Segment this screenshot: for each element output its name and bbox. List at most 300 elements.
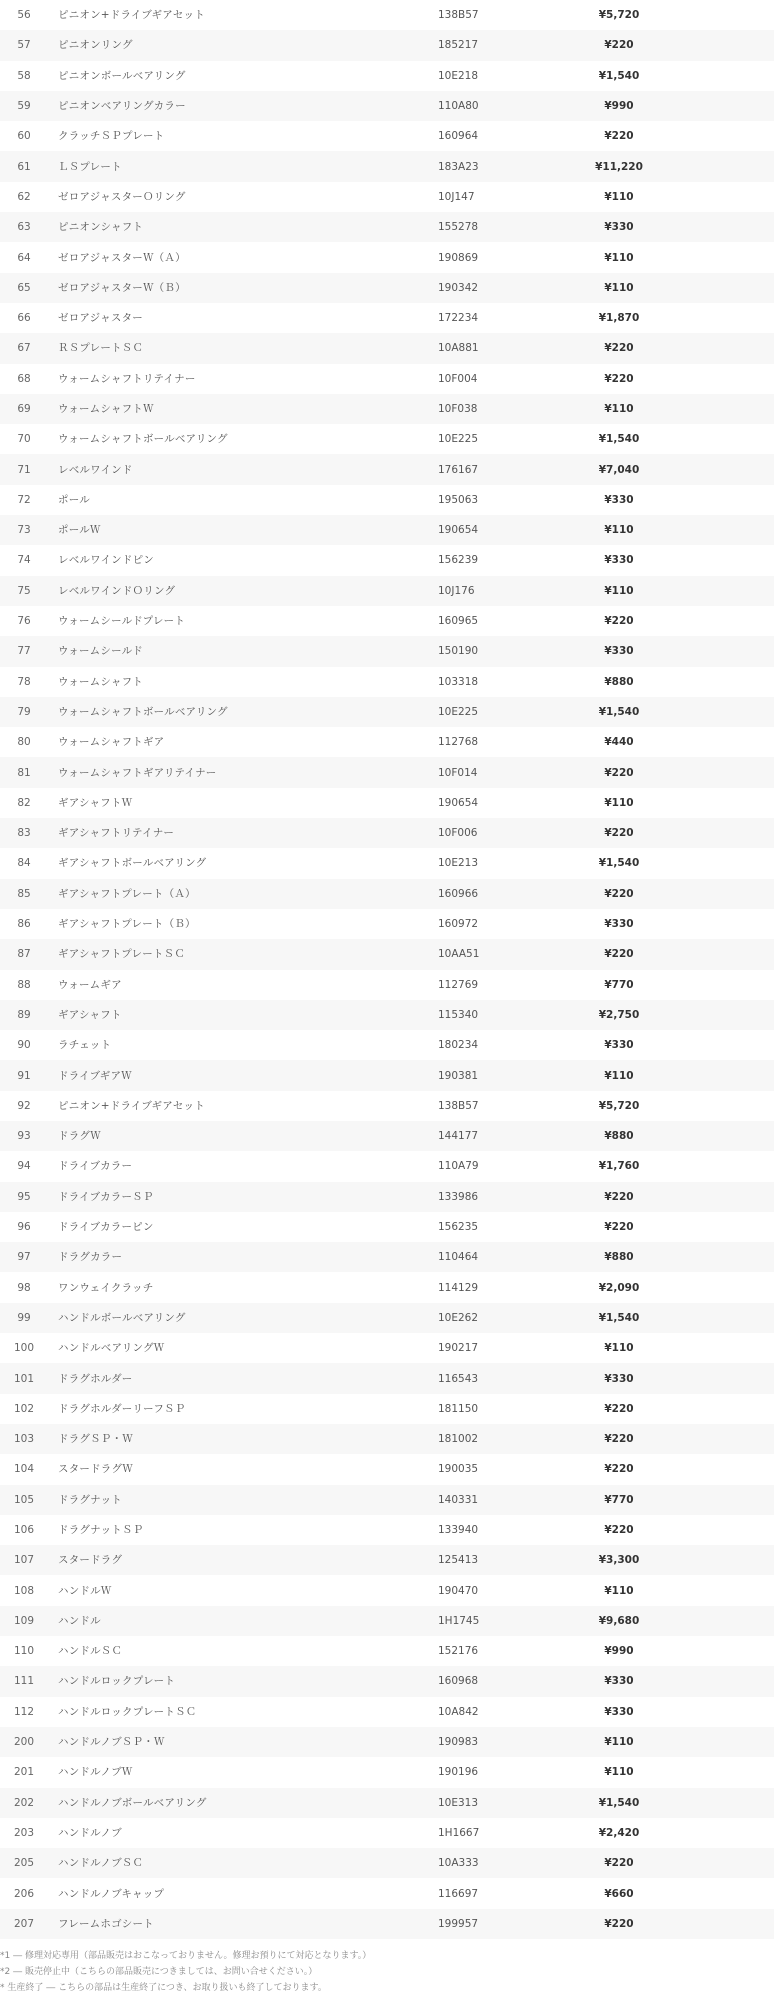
part-code: 144177 [438, 1130, 479, 1143]
spacer-cell [665, 1121, 774, 1151]
part-price: ¥110 [604, 1342, 634, 1355]
spacer-cell [665, 1151, 774, 1181]
part-code: 10E225 [438, 705, 479, 718]
part-name: ギアシャフトプレート（Ｂ） [58, 918, 196, 931]
part-name: ハンドルノブＳＣ [58, 1857, 144, 1870]
part-price: ¥880 [604, 1251, 634, 1264]
part-number: 61 [17, 160, 31, 173]
part-number: 205 [13, 1857, 35, 1870]
table-row [0, 394, 774, 424]
table-row [0, 1485, 774, 1515]
part-number: 111 [13, 1675, 35, 1688]
part-number: 62 [17, 190, 31, 203]
part-number: 103 [13, 1433, 35, 1446]
part-name: ハンドルＳＣ [58, 1645, 123, 1658]
part-number: 206 [13, 1887, 35, 1900]
part-code: 160968 [438, 1675, 479, 1688]
part-code: 10E225 [438, 433, 479, 446]
part-number: 83 [17, 827, 31, 840]
spacer-cell [665, 61, 774, 91]
part-code: 110A79 [438, 1160, 479, 1173]
part-price: ¥5,720 [598, 1099, 640, 1112]
part-name: レベルワインドＯリング [58, 584, 176, 597]
part-price: ¥1,540 [598, 69, 640, 82]
part-number: 65 [17, 281, 31, 294]
table-row [0, 212, 774, 242]
part-name: ＲＳプレートＳＣ [58, 342, 144, 355]
table-row [0, 1424, 774, 1454]
spacer-cell [665, 394, 774, 424]
part-name: ピニオンシャフト [58, 221, 144, 234]
table-row [0, 121, 774, 151]
spacer-cell [665, 970, 774, 1000]
part-price: ¥11,220 [595, 160, 643, 173]
part-number: 75 [17, 584, 31, 597]
part-number: 97 [17, 1251, 31, 1264]
table-row [0, 1333, 774, 1363]
part-name: フレームホゴシート [58, 1917, 154, 1930]
spacer-cell [665, 1757, 774, 1787]
part-price: ¥220 [604, 887, 634, 900]
footnote-discontinued: * 生産終了 ― こちらの部品は生産終了につき、お取り扱いも終了しております。 [0, 1983, 327, 1993]
table-row [0, 1091, 774, 1121]
part-code: 180234 [438, 1039, 479, 1052]
part-name: ウォームシャフトボールベアリング [58, 705, 228, 718]
spacer-cell [665, 333, 774, 363]
table-row [0, 1757, 774, 1787]
part-price: ¥110 [604, 403, 634, 415]
spacer-cell [665, 1091, 774, 1121]
spacer-cell [665, 1394, 774, 1424]
table-row [0, 727, 774, 757]
table-row [0, 818, 774, 848]
part-price: ¥220 [604, 1190, 634, 1203]
part-price: ¥110 [604, 1584, 634, 1597]
part-name: ギアシャフトボールベアリング [58, 857, 207, 870]
part-code: 190470 [438, 1584, 479, 1597]
part-price: ¥220 [604, 342, 634, 355]
part-price: ¥1,870 [598, 312, 640, 325]
spacer-cell [665, 1848, 774, 1878]
part-code: 190217 [438, 1342, 479, 1355]
table-row [0, 667, 774, 697]
part-price: ¥330 [604, 1039, 634, 1052]
part-code: 160966 [438, 887, 479, 900]
part-price: ¥110 [604, 190, 634, 203]
spacer-cell [665, 0, 774, 30]
spacer-cell [665, 1606, 774, 1636]
part-price: ¥110 [604, 1069, 634, 1082]
spacer-cell [665, 182, 774, 212]
part-price: ¥3,300 [598, 1554, 640, 1567]
spacer-cell [665, 454, 774, 484]
part-name: ギアシャフトプレートＳＣ [58, 948, 186, 961]
part-name: レベルワインドピン [58, 554, 154, 567]
table-row [0, 757, 774, 787]
part-name: ポールＷ [58, 524, 101, 537]
part-code: 176167 [438, 463, 479, 476]
part-number: 96 [17, 1221, 31, 1234]
table-row [0, 939, 774, 969]
part-number: 207 [13, 1917, 35, 1930]
part-number: 202 [13, 1796, 35, 1809]
table-row [0, 364, 774, 394]
part-code: 103318 [438, 675, 479, 688]
part-code: 10F006 [438, 827, 478, 840]
spacer-cell [665, 303, 774, 333]
spacer-cell [665, 121, 774, 151]
spacer-cell [665, 1424, 774, 1454]
part-code: 190654 [438, 796, 479, 809]
part-price: ¥110 [604, 796, 634, 809]
part-name: ウォームシャフトボールベアリング [58, 433, 228, 446]
part-name: ウォームシールドプレート [58, 615, 186, 628]
spacer-cell [665, 879, 774, 909]
part-name: ハンドル [58, 1614, 101, 1627]
table-row [0, 151, 774, 181]
spacer-cell [665, 1242, 774, 1272]
part-code: 10A881 [438, 342, 479, 355]
part-name: ピニオンボールベアリング [58, 69, 186, 82]
table-row [0, 1575, 774, 1605]
part-code: 112769 [438, 978, 479, 991]
table-row [0, 30, 774, 60]
part-name: ギアシャフト [58, 1008, 122, 1021]
part-name: ハンドルノブ [58, 1826, 122, 1839]
part-name: ポール [58, 493, 90, 506]
table-row [0, 1606, 774, 1636]
part-name: スタードラグＷ [58, 1463, 133, 1476]
part-code: 195063 [438, 493, 479, 506]
part-number: 92 [17, 1099, 31, 1112]
part-code: 152176 [438, 1645, 479, 1658]
spacer-cell [665, 364, 774, 394]
spacer-cell [665, 424, 774, 454]
part-price: ¥110 [604, 524, 634, 537]
part-number: 89 [17, 1008, 31, 1021]
part-number: 95 [17, 1190, 31, 1203]
part-number: 87 [17, 948, 31, 961]
part-name: ハンドルロックプレートＳＣ [58, 1705, 197, 1718]
part-name: ウォームギア [58, 978, 122, 991]
part-name: ドラグＷ [58, 1130, 101, 1143]
part-price: ¥220 [604, 1523, 634, 1536]
table-row [0, 1121, 774, 1151]
table-row [0, 424, 774, 454]
part-number: 59 [17, 100, 31, 113]
spacer-cell [665, 1212, 774, 1242]
part-name: ドラグカラー [58, 1251, 123, 1264]
part-number: 68 [17, 372, 31, 385]
part-code: 110A80 [438, 100, 479, 113]
part-price: ¥1,540 [598, 1796, 640, 1809]
spacer-cell [665, 1515, 774, 1545]
part-number: 110 [13, 1645, 35, 1658]
part-name: ゼロアジャスターＯリング [58, 190, 186, 203]
part-number: 91 [17, 1069, 31, 1082]
part-price: ¥330 [604, 554, 634, 567]
table-row [0, 970, 774, 1000]
spacer-cell [665, 1454, 774, 1484]
spacer-cell [665, 91, 774, 121]
part-price: ¥220 [604, 766, 634, 779]
part-price: ¥1,760 [598, 1160, 640, 1173]
part-number: 99 [17, 1311, 31, 1324]
spacer-cell [665, 788, 774, 818]
spacer-cell [665, 273, 774, 303]
table-row [0, 1272, 774, 1302]
part-number: 67 [17, 342, 31, 355]
table-row [0, 1545, 774, 1575]
table-row [0, 1788, 774, 1818]
table-row [0, 333, 774, 363]
spacer-cell [665, 1788, 774, 1818]
part-price: ¥1,540 [598, 705, 640, 718]
part-price: ¥220 [604, 1857, 634, 1870]
table-row [0, 1848, 774, 1878]
part-price: ¥1,540 [598, 1311, 640, 1324]
part-price: ¥110 [604, 1766, 634, 1779]
part-price: ¥110 [604, 1736, 634, 1749]
part-number: 78 [17, 675, 31, 688]
part-code: 133986 [438, 1190, 479, 1203]
footnote-repair-only: *1 ― 修理対応専用（部品販売はおこなっておりません。修理お預りにて対応となります。） [0, 1951, 372, 1961]
part-price: ¥220 [604, 827, 634, 840]
table-row [0, 1454, 774, 1484]
part-number: 85 [17, 887, 31, 900]
part-name: ドラグナット [58, 1493, 122, 1506]
table-row [0, 545, 774, 575]
part-name: スタードラグ [58, 1554, 123, 1567]
spacer-cell [665, 1727, 774, 1757]
part-price: ¥2,750 [598, 1008, 640, 1021]
part-code: 183A23 [438, 160, 479, 173]
table-row [0, 485, 774, 515]
part-number: 81 [17, 766, 31, 779]
spacer-cell [665, 697, 774, 727]
spacer-cell [665, 1666, 774, 1696]
part-number: 66 [17, 312, 31, 325]
table-row [0, 454, 774, 484]
table-row [0, 61, 774, 91]
table-row [0, 515, 774, 545]
part-price: ¥220 [604, 1402, 634, 1415]
part-name: ハンドルベアリングＷ [58, 1342, 165, 1355]
part-name: ハンドルロックプレート [58, 1675, 176, 1688]
part-price: ¥220 [604, 948, 634, 961]
part-price: ¥990 [604, 100, 634, 113]
part-price: ¥330 [604, 918, 634, 931]
spacer-cell [665, 1878, 774, 1908]
table-row [0, 1212, 774, 1242]
part-number: 201 [13, 1766, 35, 1779]
part-name: ラチェット [58, 1039, 112, 1052]
table-row [0, 1727, 774, 1757]
spacer-cell [665, 1575, 774, 1605]
table-row [0, 1394, 774, 1424]
table-row [0, 1878, 774, 1908]
part-name: ハンドルノブＳＰ・Ｗ [58, 1736, 165, 1749]
part-name: ドライブカラーピン [58, 1221, 154, 1234]
part-code: 10E313 [438, 1796, 479, 1809]
part-price: ¥990 [604, 1645, 634, 1658]
table-row [0, 1303, 774, 1333]
part-code: 156239 [438, 554, 479, 567]
part-code: 10E262 [438, 1311, 479, 1324]
part-price: ¥220 [604, 130, 634, 143]
part-number: 109 [13, 1614, 35, 1627]
table-row [0, 1363, 774, 1393]
part-code: 10F038 [438, 403, 478, 415]
part-number: 108 [13, 1584, 35, 1597]
part-code: 114129 [438, 1281, 479, 1294]
part-name: ゼロアジャスター [58, 312, 143, 325]
part-number: 203 [13, 1826, 35, 1839]
spacer-cell [665, 909, 774, 939]
table-row [0, 1182, 774, 1212]
part-code: 155278 [438, 221, 479, 234]
part-name: ギアシャフトＷ [58, 796, 133, 809]
spacer-cell [665, 1485, 774, 1515]
part-code: 125413 [438, 1554, 479, 1567]
part-name: ドラグホルダー [58, 1372, 133, 1385]
part-price: ¥1,540 [598, 857, 640, 870]
spacer-cell [665, 636, 774, 666]
spacer-cell [665, 1272, 774, 1302]
spacer-cell [665, 939, 774, 969]
part-number: 107 [13, 1554, 35, 1567]
part-name: ドラグナットＳＰ [58, 1523, 144, 1536]
part-name: ドラグＳＰ・Ｗ [58, 1433, 133, 1446]
part-number: 100 [13, 1342, 35, 1355]
part-code: 150190 [438, 645, 479, 658]
spacer-cell [665, 1000, 774, 1030]
spacer-cell [665, 818, 774, 848]
spacer-cell [665, 1333, 774, 1363]
part-code: 190654 [438, 524, 479, 537]
table-row [0, 273, 774, 303]
part-code: 10J176 [438, 584, 475, 597]
part-name: ドライブカラーＳＰ [58, 1190, 154, 1203]
part-number: 80 [17, 736, 31, 749]
spacer-cell [665, 151, 774, 181]
part-name: ＬＳプレート [58, 160, 122, 173]
spacer-cell [665, 1697, 774, 1727]
part-price: ¥220 [604, 615, 634, 628]
part-price: ¥880 [604, 1130, 634, 1143]
part-price: ¥2,090 [598, 1281, 640, 1294]
part-number: 86 [17, 918, 31, 931]
part-name: ウォームシャフトリテイナー [58, 372, 196, 385]
table-row [0, 242, 774, 272]
part-price: ¥330 [604, 1705, 634, 1718]
part-name: ピニオン+ドライブギアセット [58, 9, 205, 22]
part-name: ゼロアジャスターＷ（Ｂ） [58, 281, 186, 294]
part-code: 1H1667 [438, 1826, 480, 1839]
part-number: 94 [17, 1160, 31, 1173]
part-code: 10F014 [438, 766, 478, 779]
part-price: ¥7,040 [598, 463, 640, 476]
part-code: 138B57 [438, 9, 479, 22]
part-price: ¥330 [604, 1675, 634, 1688]
table-row [0, 848, 774, 878]
part-number: 77 [17, 645, 31, 658]
part-price: ¥220 [604, 1917, 634, 1930]
part-number: 58 [17, 69, 31, 82]
part-number: 73 [17, 524, 31, 537]
part-code: 160972 [438, 918, 479, 931]
part-number: 112 [13, 1705, 35, 1718]
part-name: ウォームシャフト [58, 675, 143, 688]
part-code: 181150 [438, 1402, 479, 1415]
part-code: 10J147 [438, 190, 475, 203]
table-row [0, 636, 774, 666]
part-code: 10A842 [438, 1705, 479, 1718]
part-price: ¥330 [604, 221, 634, 234]
table-row [0, 1060, 774, 1090]
part-code: 160965 [438, 615, 479, 628]
spacer-cell [665, 1060, 774, 1090]
part-code: 185217 [438, 39, 479, 52]
part-code: 181002 [438, 1433, 479, 1446]
table-row [0, 576, 774, 606]
part-price: ¥770 [604, 1493, 634, 1506]
spacer-cell [665, 606, 774, 636]
part-number: 106 [13, 1523, 35, 1536]
part-name: ピニオン+ドライブギアセット [58, 1099, 205, 1112]
spacer-cell [665, 1182, 774, 1212]
spacer-cell [665, 1818, 774, 1848]
part-price: ¥220 [604, 1463, 634, 1476]
part-name: ドライブギアＷ [58, 1069, 132, 1082]
part-code: 133940 [438, 1523, 479, 1536]
part-number: 200 [13, 1736, 35, 1749]
table-row [0, 1515, 774, 1545]
table-row [0, 1818, 774, 1848]
part-code: 199957 [438, 1917, 479, 1930]
part-code: 190342 [438, 281, 479, 294]
footnotes [0, 1948, 774, 1996]
part-number: 63 [17, 221, 31, 234]
part-code: 138B57 [438, 1099, 479, 1112]
part-name: ギアシャフトプレート（Ａ） [58, 887, 196, 900]
part-code: 190381 [438, 1069, 479, 1082]
part-number: 64 [17, 251, 31, 264]
part-name: ハンドルＷ [58, 1584, 112, 1597]
table-row [0, 182, 774, 212]
part-code: 112768 [438, 736, 479, 749]
part-name: レベルワインド [58, 463, 133, 476]
part-name: ドライブカラー [58, 1160, 133, 1173]
spacer-cell [665, 727, 774, 757]
part-name: ピニオンリング [58, 39, 133, 52]
table-row [0, 1000, 774, 1030]
table-row [0, 303, 774, 333]
spacer-cell [665, 757, 774, 787]
table-row [0, 1697, 774, 1727]
part-code: 190035 [438, 1463, 479, 1476]
part-name: ウォームシャフトギアリテイナー [58, 766, 217, 779]
spacer-cell [665, 1030, 774, 1060]
table-row [0, 909, 774, 939]
spacer-cell [665, 576, 774, 606]
part-number: 79 [17, 705, 31, 718]
table-row [0, 788, 774, 818]
part-code: 110464 [438, 1251, 479, 1264]
part-price: ¥110 [604, 281, 634, 294]
table-row [0, 91, 774, 121]
table-row [0, 697, 774, 727]
